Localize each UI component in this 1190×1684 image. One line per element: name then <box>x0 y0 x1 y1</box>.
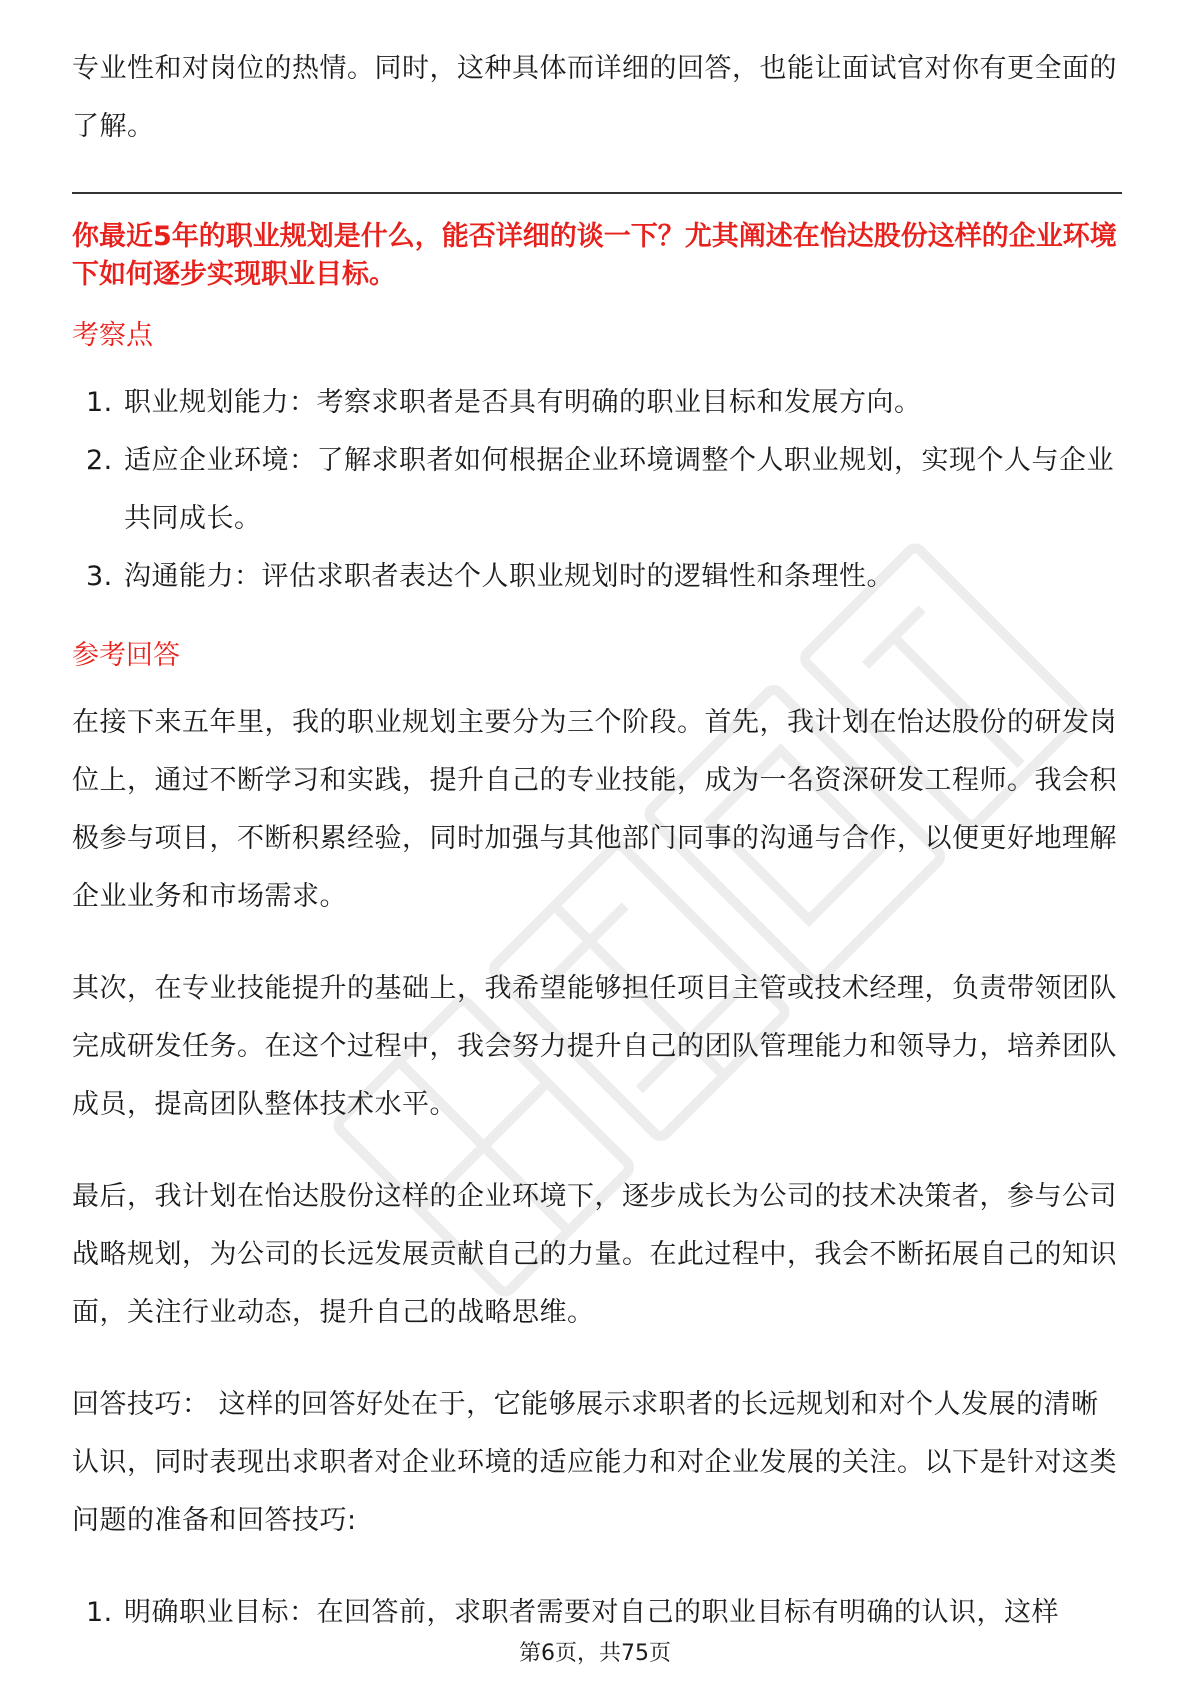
list-item <box>72 374 1122 432</box>
list-text: 沟通能力：评估求职者表达个人职业规划时的逻辑性和条理性。 <box>124 561 894 592</box>
list-item <box>72 1584 1122 1642</box>
question-heading: 你最近5年的职业规划是什么，能否详细的谈一下？尤其阐述在怡达股份这样的企业环境下如何逐步实现职业目标。 <box>72 221 1117 290</box>
list-number: 1. <box>86 387 113 418</box>
list-number: 3. <box>86 561 113 592</box>
list-item <box>72 432 1122 548</box>
reference-answer-title: 参考回答 <box>72 640 180 671</box>
tips-intro: 回答技巧： 这样的回答好处在于，它能够展示求职者的长远规划和对个人发展的清晰认识，同时表现出求职者对企业环境的适应能力和对企业发展的关注。以下是针对这类问题的准备和回答技巧: <box>72 1389 1117 1536</box>
answer-paragraph: 最后，我计划在怡达股份这样的企业环境下，逐步成长为公司的技术决策者，参与公司战略规划，为公司的长远发展贡献自己的力量。在此过程中，我会不断拓展自己的知识面，关注行业动态，提升自己的战略思维。 <box>72 1181 1117 1328</box>
list-text: 明确职业目标：在回答前，求职者需要对自己的职业目标有明确的认识，这样 <box>124 1597 1059 1628</box>
list-number: 1. <box>86 1597 113 1628</box>
section-divider <box>72 192 1122 194</box>
answer-paragraph: 其次，在专业技能提升的基础上，我希望能够担任项目主管或技术经理，负责带领团队完成研发任务。在这个过程中，我会努力提升自己的团队管理能力和领导力，培养团队成员，提高团队整体技术水平。 <box>72 973 1117 1120</box>
examination-points-title: 考察点 <box>72 320 153 351</box>
examination-points-list <box>72 374 1122 606</box>
page-content <box>72 40 1122 1642</box>
intro-continuation: 专业性和对岗位的热情。同时，这种具体而详细的回答，也能让面试官对你有更全面的了解。 <box>72 53 1117 142</box>
list-text: 职业规划能力：考察求职者是否具有明确的职业目标和发展方向。 <box>124 387 922 418</box>
page-footer: 第6页，共75页 <box>519 1641 671 1666</box>
list-number: 2. <box>86 445 113 476</box>
list-text: 适应企业环境：了解求职者如何根据企业环境调整个人职业规划，实现个人与企业共同成长。 <box>124 445 1114 534</box>
list-item <box>72 548 1122 606</box>
answer-paragraph: 在接下来五年里，我的职业规划主要分为三个阶段。首先，我计划在怡达股份的研发岗位上，通过不断学习和实践，提升自己的专业技能，成为一名资深研发工程师。我会积极参与项目，不断积累经验，同时加强与其他部门同事的沟通与合作，以便更好地理解企业业务和市场需求。 <box>72 707 1117 912</box>
tips-list <box>72 1584 1122 1642</box>
